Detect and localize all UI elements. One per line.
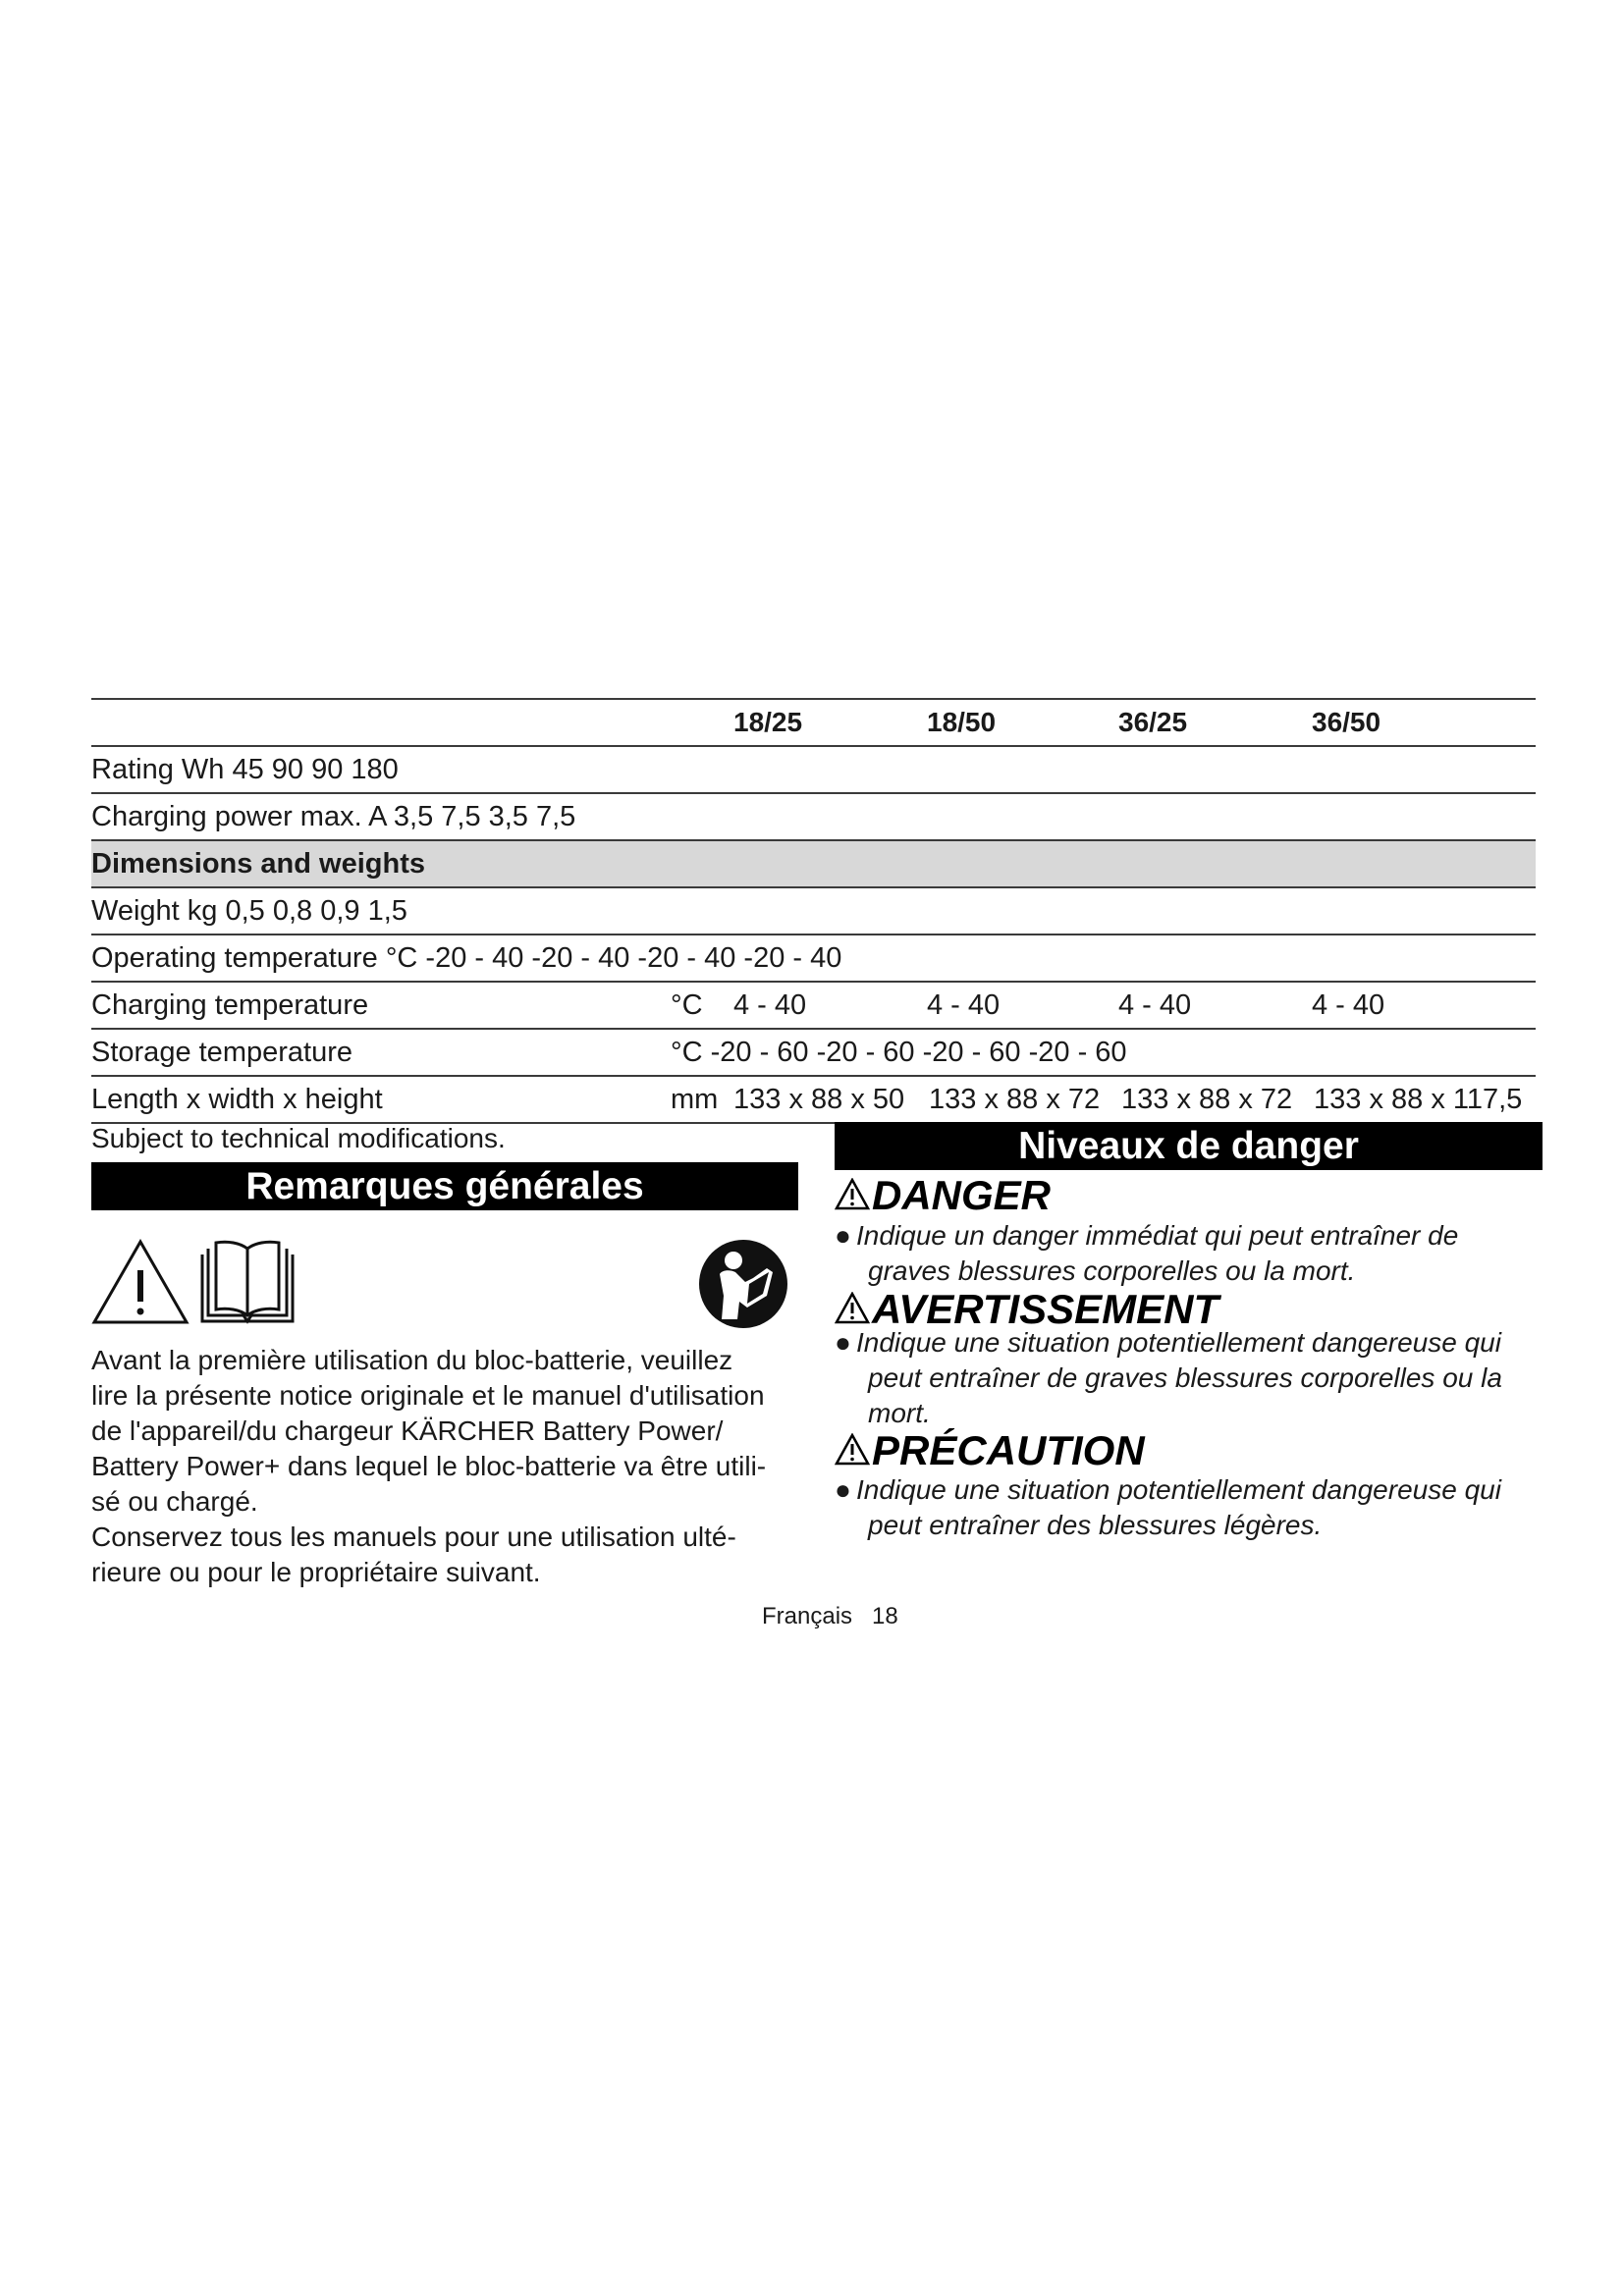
row-value: 133 x 88 x 50 [733,1084,905,1115]
read-manual-icon [698,1239,788,1329]
danger-heading [835,1174,1051,1217]
page-footer [762,1603,898,1630]
caution-title: PRÉCAUTION [872,1427,1145,1473]
bullet-text [835,1325,1551,1431]
table-header-row [91,698,1536,747]
bullet-text [835,1472,1551,1543]
row-value: 133 x 88 x 72 [1121,1084,1293,1115]
column-header: 18/50 [927,707,997,737]
text-line: Battery Power+ dans lequel le bloc-batterie va être utili- [91,1451,767,1481]
row-unit: °C [671,989,703,1021]
column-header: 36/25 [1118,707,1188,737]
text-line: Avant la première utilisation du bloc-batterie, veuillez [91,1345,733,1375]
text-line: Indique un danger immédiat qui peut entraîner de [856,1220,1459,1251]
text-line: Indique une situation potentiellement dangereuse qui [856,1474,1501,1505]
warning-title: AVERTISSEMENT [872,1286,1219,1332]
column-header: 36/50 [1312,707,1381,737]
text-line: peut entraîner des blessures légères. [868,1510,1323,1540]
table-row [91,935,1536,983]
general-remarks-banner: Remarques générales [91,1162,798,1210]
text-line: rieure ou pour le propriétaire suivant. [91,1557,541,1587]
table-row [91,983,1536,1030]
row-value: 4 - 40 [1312,989,1385,1021]
warning-triangle-icon [835,1433,870,1467]
bullet-text [835,1218,1551,1289]
danger-title: DANGER [872,1172,1052,1218]
text-line: lire la présente notice originale et le manuel d'utilisation [91,1380,765,1411]
table-row [91,1077,1536,1124]
text-line: sé ou chargé. [91,1486,258,1517]
row-text: Weight kg 0,5 0,8 0,9 1,5 [91,895,407,927]
bullet-dot-icon: ● [835,1220,851,1251]
page-number: 18 [872,1603,898,1629]
column-header: 18/25 [733,707,803,737]
row-unit-values: °C -20 - 60 -20 - 60 -20 - 60 -20 - 60 [671,1037,1127,1068]
row-label: Length x width x height [91,1084,383,1115]
warning-triangle-icon [835,1292,870,1325]
row-unit: mm [671,1084,719,1115]
row-value: 4 - 40 [927,989,1001,1021]
text-line: Conservez tous les manuels pour une utilisation ulté- [91,1522,736,1552]
row-text: Operating temperature °C -20 - 40 -20 - 40 -20 - 40 -20 - 40 [91,942,842,974]
danger-description [835,1218,1551,1289]
caution-description [835,1472,1551,1543]
table-row [91,794,1536,841]
bullet-dot-icon: ● [835,1327,851,1358]
footer-language: Français [762,1603,853,1629]
danger-levels-banner: Niveaux de danger [835,1122,1543,1170]
row-value: 4 - 40 [733,989,807,1021]
text-line: de l'appareil/du chargeur KÄRCHER Battery Power/ [91,1415,724,1446]
table-row [91,747,1536,794]
bullet-dot-icon: ● [835,1474,851,1505]
caution-heading [835,1429,1145,1472]
warning-triangle-icon [835,1178,870,1211]
table-row [91,1030,1536,1077]
text-line: Indique une situation potentiellement dangereuse qui [856,1327,1501,1358]
technical-note: Subject to technical modifications. [91,1123,506,1153]
warning-triangle-icon [91,1239,189,1325]
row-label: Charging temperature [91,989,369,1021]
text-line: peut entraîner de graves blessures corporelles ou la [868,1362,1502,1393]
table-section-row [91,841,1536,888]
row-value: 4 - 40 [1118,989,1192,1021]
specifications-table [91,698,1536,1124]
table-row [91,888,1536,935]
general-remarks-text [91,1343,818,1590]
row-value: 133 x 88 x 117,5 [1314,1084,1523,1115]
text-line: graves blessures corporelles ou la mort. [868,1255,1356,1286]
row-text: Rating Wh 45 90 90 180 [91,754,399,785]
text-line: mort. [868,1398,931,1428]
row-value: 133 x 88 x 72 [929,1084,1101,1115]
manual-book-icon [196,1237,298,1327]
section-heading: Dimensions and weights [91,848,425,880]
row-text: Charging power max. A 3,5 7,5 3,5 7,5 [91,801,576,832]
row-label: Storage temperature [91,1037,352,1068]
warning-description [835,1325,1551,1431]
